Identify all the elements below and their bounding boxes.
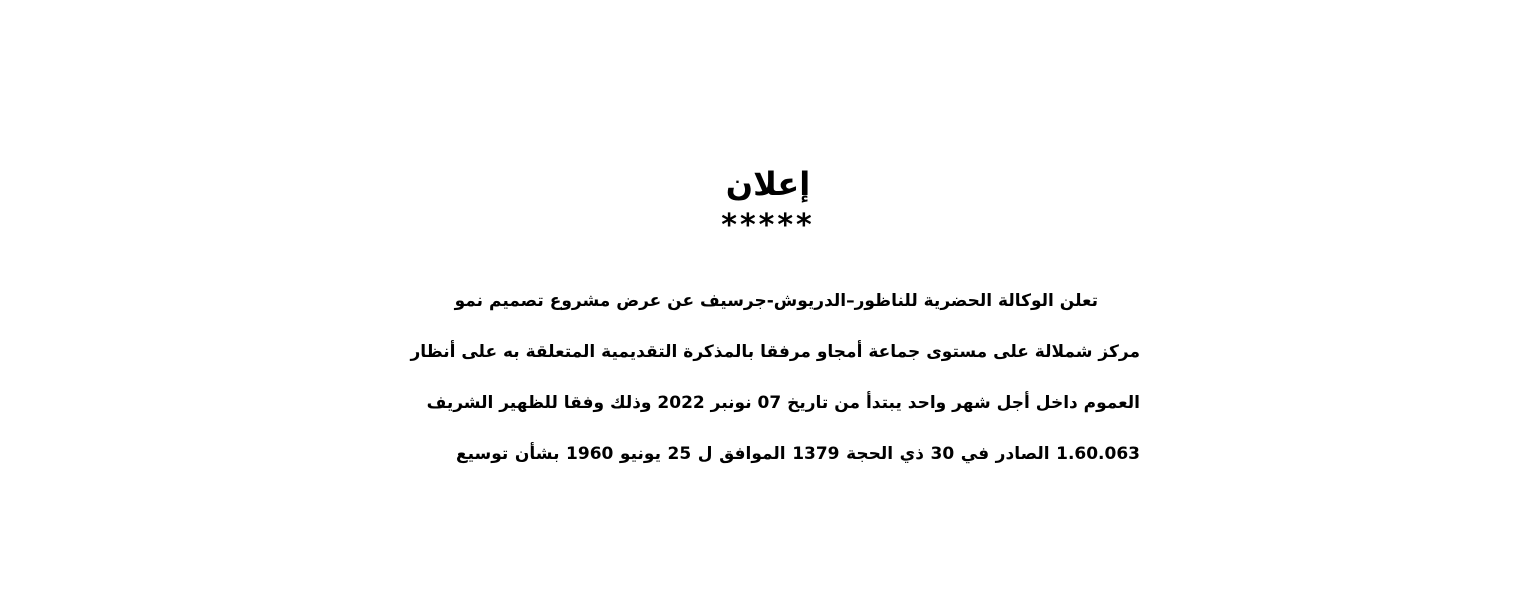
body-line-3: العموم داخل أجل شهر واحد يبتدأ من تاريخ 07 نونبر 2022 وذلك وفقا للظهير الشريف bbox=[426, 393, 1140, 413]
body-line-1: تعلن الوكالة الحضرية للناظور–الدريوش-جرسيف عن عرض مشروع تصميم نمو bbox=[454, 291, 1098, 311]
announcement-body bbox=[410, 276, 1140, 480]
announcement-title: إعلان bbox=[725, 165, 811, 203]
body-line-4: 1.60.063 الصادر في 30 ذي الحجة 1379 الموافق ل 25 يونيو 1960 بشأن توسيع bbox=[456, 444, 1140, 464]
body-line-2: مركز شملالة على مستوى جماعة أمجاو مرفقا بالمذكرة التقديمية المتعلقة به على أنظار bbox=[410, 342, 1140, 362]
title-separator: ***** bbox=[721, 208, 815, 243]
